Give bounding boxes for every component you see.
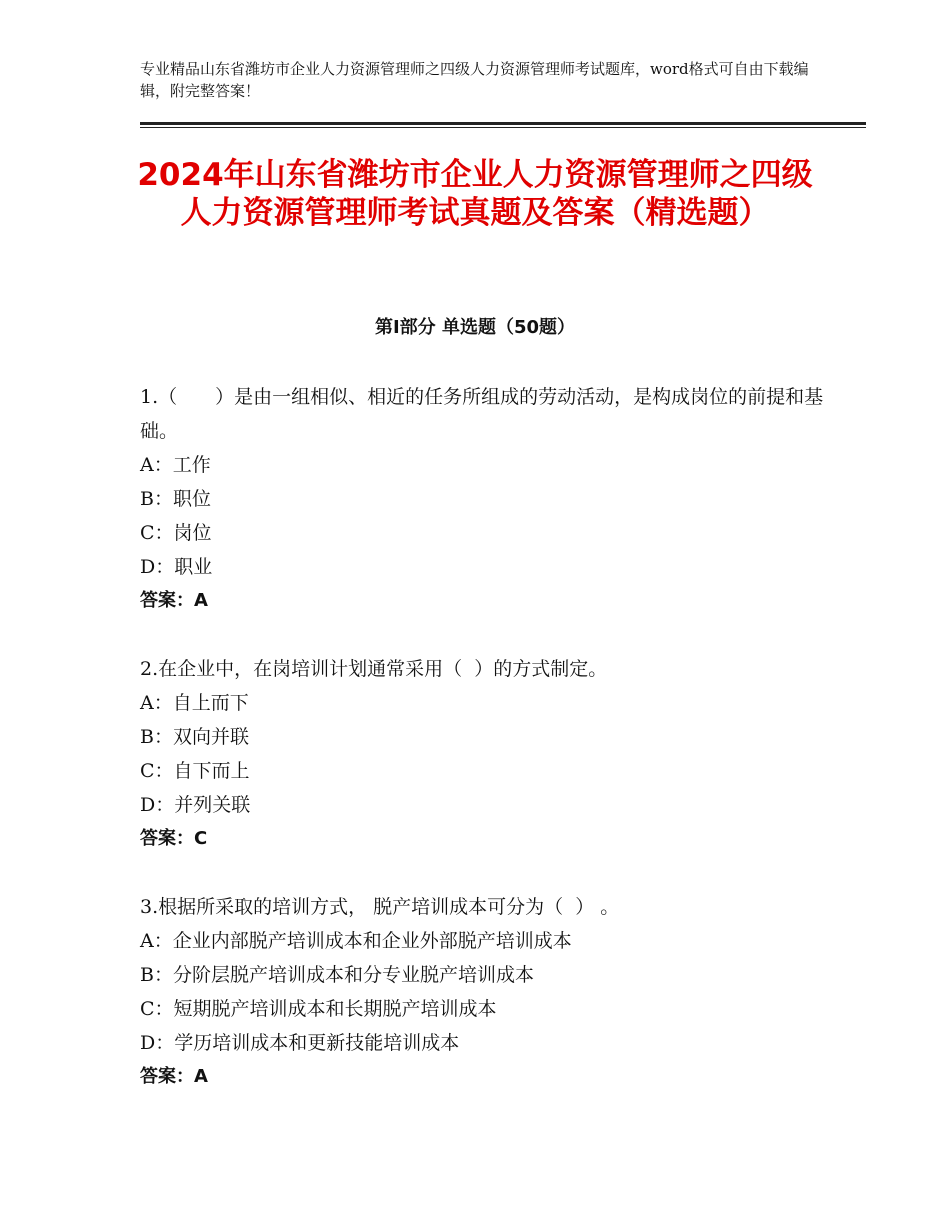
- answer: 答案：A: [140, 1066, 208, 1087]
- option-a: A：企业内部脱产培训成本和企业外部脱产培训成本: [140, 930, 572, 952]
- option-a: A：自上而下: [140, 692, 249, 714]
- option-d: D：并列关联: [140, 794, 251, 816]
- question-1: [140, 380, 830, 618]
- header-note: 专业精品山东省潍坊市企业人力资源管理师之四级人力资源管理师考试题库，word格式可自由下载编辑，附完整答案！: [140, 60, 809, 100]
- option-c: C：短期脱产培训成本和长期脱产培训成本: [140, 998, 497, 1020]
- answer: 答案：A: [140, 590, 208, 611]
- answer: 答案：C: [140, 828, 208, 849]
- header-divider-thin: [140, 127, 866, 128]
- option-a: A：工作: [140, 454, 211, 476]
- question-stem: 1.（ ）是由一组相似、相近的任务所组成的劳动活动，是构成岗位的前提和基础。: [140, 386, 824, 442]
- question-list: [140, 380, 830, 1128]
- option-b: B：双向并联: [140, 726, 249, 748]
- option-d: D：职业: [140, 556, 213, 578]
- option-b: B：分阶层脱产培训成本和分专业脱产培训成本: [140, 964, 534, 986]
- header-divider-thick: [140, 122, 866, 125]
- option-c: C：岗位: [140, 522, 212, 544]
- option-d: D：学历培训成本和更新技能培训成本: [140, 1032, 460, 1054]
- question-3: [140, 890, 830, 1094]
- question-stem: 3.根据所采取的培训方式， 脱产培训成本可分为（ ） 。: [140, 896, 620, 918]
- document-title: 2024年山东省潍坊市企业人力资源管理师之四级人力资源管理师考试真题及答案（精选题）: [137, 157, 813, 231]
- question-stem: 2.在企业中，在岗培训计划通常采用（ ）的方式制定。: [140, 658, 608, 680]
- section-title: 第Ⅰ部分 单选题（50题）: [374, 317, 575, 338]
- option-b: B：职位: [140, 488, 211, 510]
- question-2: [140, 652, 830, 856]
- option-c: C：自下而上: [140, 760, 250, 782]
